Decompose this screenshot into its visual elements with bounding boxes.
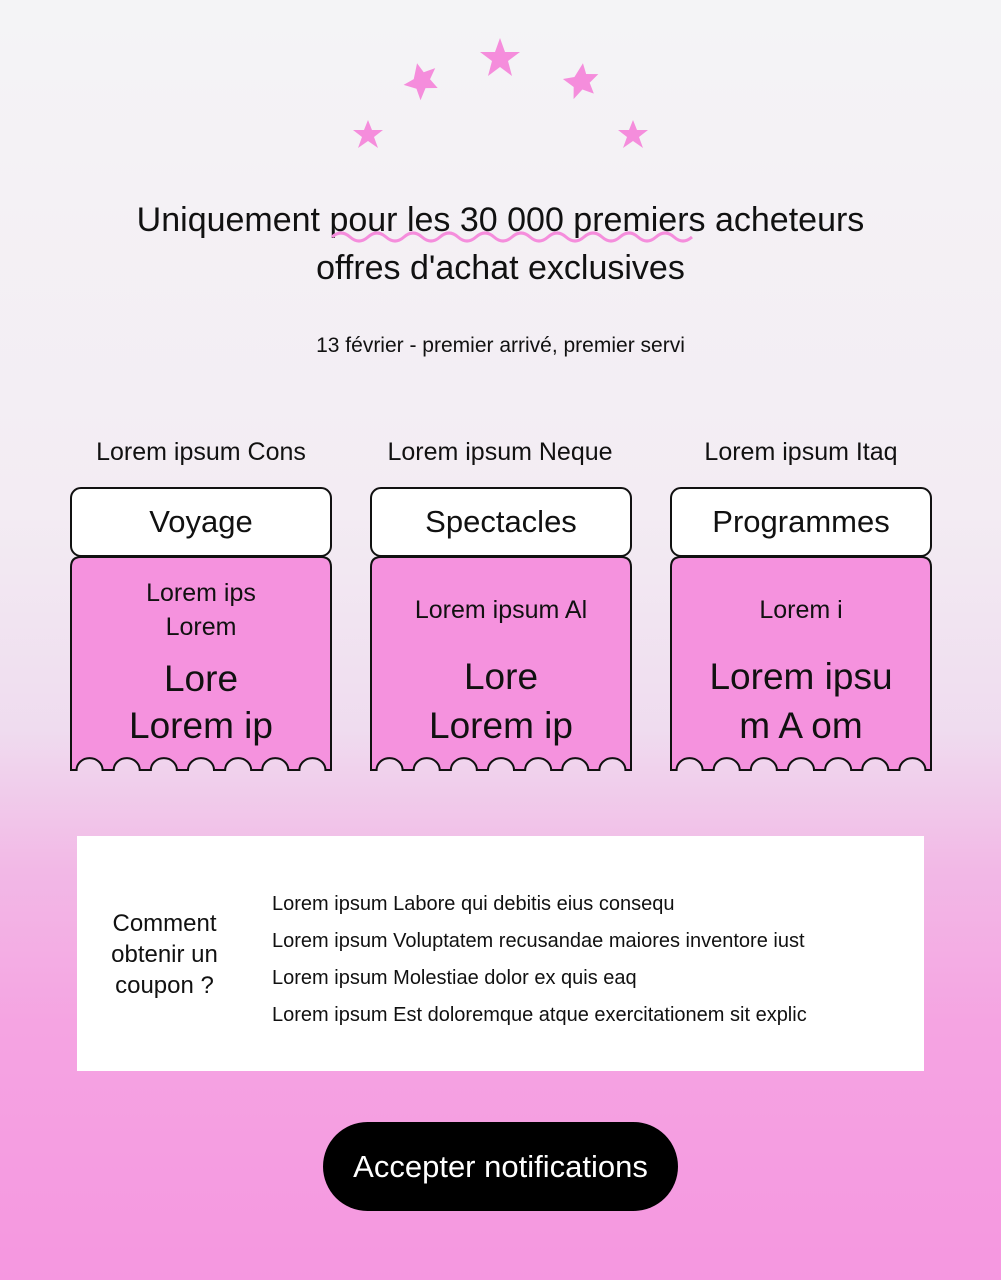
star-icon [480, 38, 520, 76]
ticket-offer: Lorem ip [429, 705, 573, 746]
ticket-label: Lorem ipsum Cons [96, 438, 306, 466]
ticket-programmes[interactable] [670, 487, 932, 772]
wavy-underline [330, 228, 700, 246]
coupon-step: Lorem ipsum Est doloremque atque exercitationem sit explic [272, 1004, 807, 1026]
ticket-label: Lorem ipsum Neque [387, 438, 613, 466]
stars-decoration [340, 30, 660, 160]
date-subtitle: 13 février - premier arrivé, premier servi [316, 334, 685, 357]
coupon-step: Lorem ipsum Labore qui debitis eius consequ [272, 893, 675, 915]
ticket-text: Lorem ips [146, 579, 256, 607]
ticket-voyage[interactable] [70, 487, 332, 772]
ticket-label: Lorem ipsum Itaq [704, 438, 898, 466]
ticket-offer: Lore [163, 658, 239, 699]
coupon-steps [272, 886, 807, 1034]
ticket-category: Voyage [149, 504, 253, 539]
title-line-2: offres d'achat exclusives [316, 249, 685, 287]
star-icon [618, 120, 648, 148]
title-line-1: Uniquement pour les 30 000 premiers acheteurs [136, 201, 865, 239]
ticket-text: Lorem i [759, 596, 843, 624]
ticket-offer: Lorem ipsu [709, 656, 893, 697]
coupon-step: Lorem ipsum Molestiae dolor ex quis eaq [272, 967, 637, 989]
coupon-step: Lorem ipsum Voluptatem recusandae maiores inventore iust [272, 930, 805, 952]
ticket-offer: Lorem ip [129, 705, 273, 746]
star-icon [560, 60, 600, 102]
accept-notifications-button[interactable]: Accepter notifications [323, 1122, 678, 1211]
ticket-spectacles[interactable] [370, 487, 632, 772]
ticket-offer: Lore [463, 656, 539, 697]
star-icon [353, 120, 383, 148]
ticket-text: Lorem ipsum Al [414, 596, 588, 624]
ticket-category: Programmes [712, 504, 890, 539]
ticket-category: Spectacles [425, 504, 577, 539]
coupon-info-panel [77, 836, 924, 1071]
ticket-text: Lorem [165, 613, 237, 641]
coupon-title: Comment obtenir un coupon ? [111, 910, 218, 999]
star-icon [400, 60, 440, 102]
ticket-offer: m A om [739, 705, 863, 746]
